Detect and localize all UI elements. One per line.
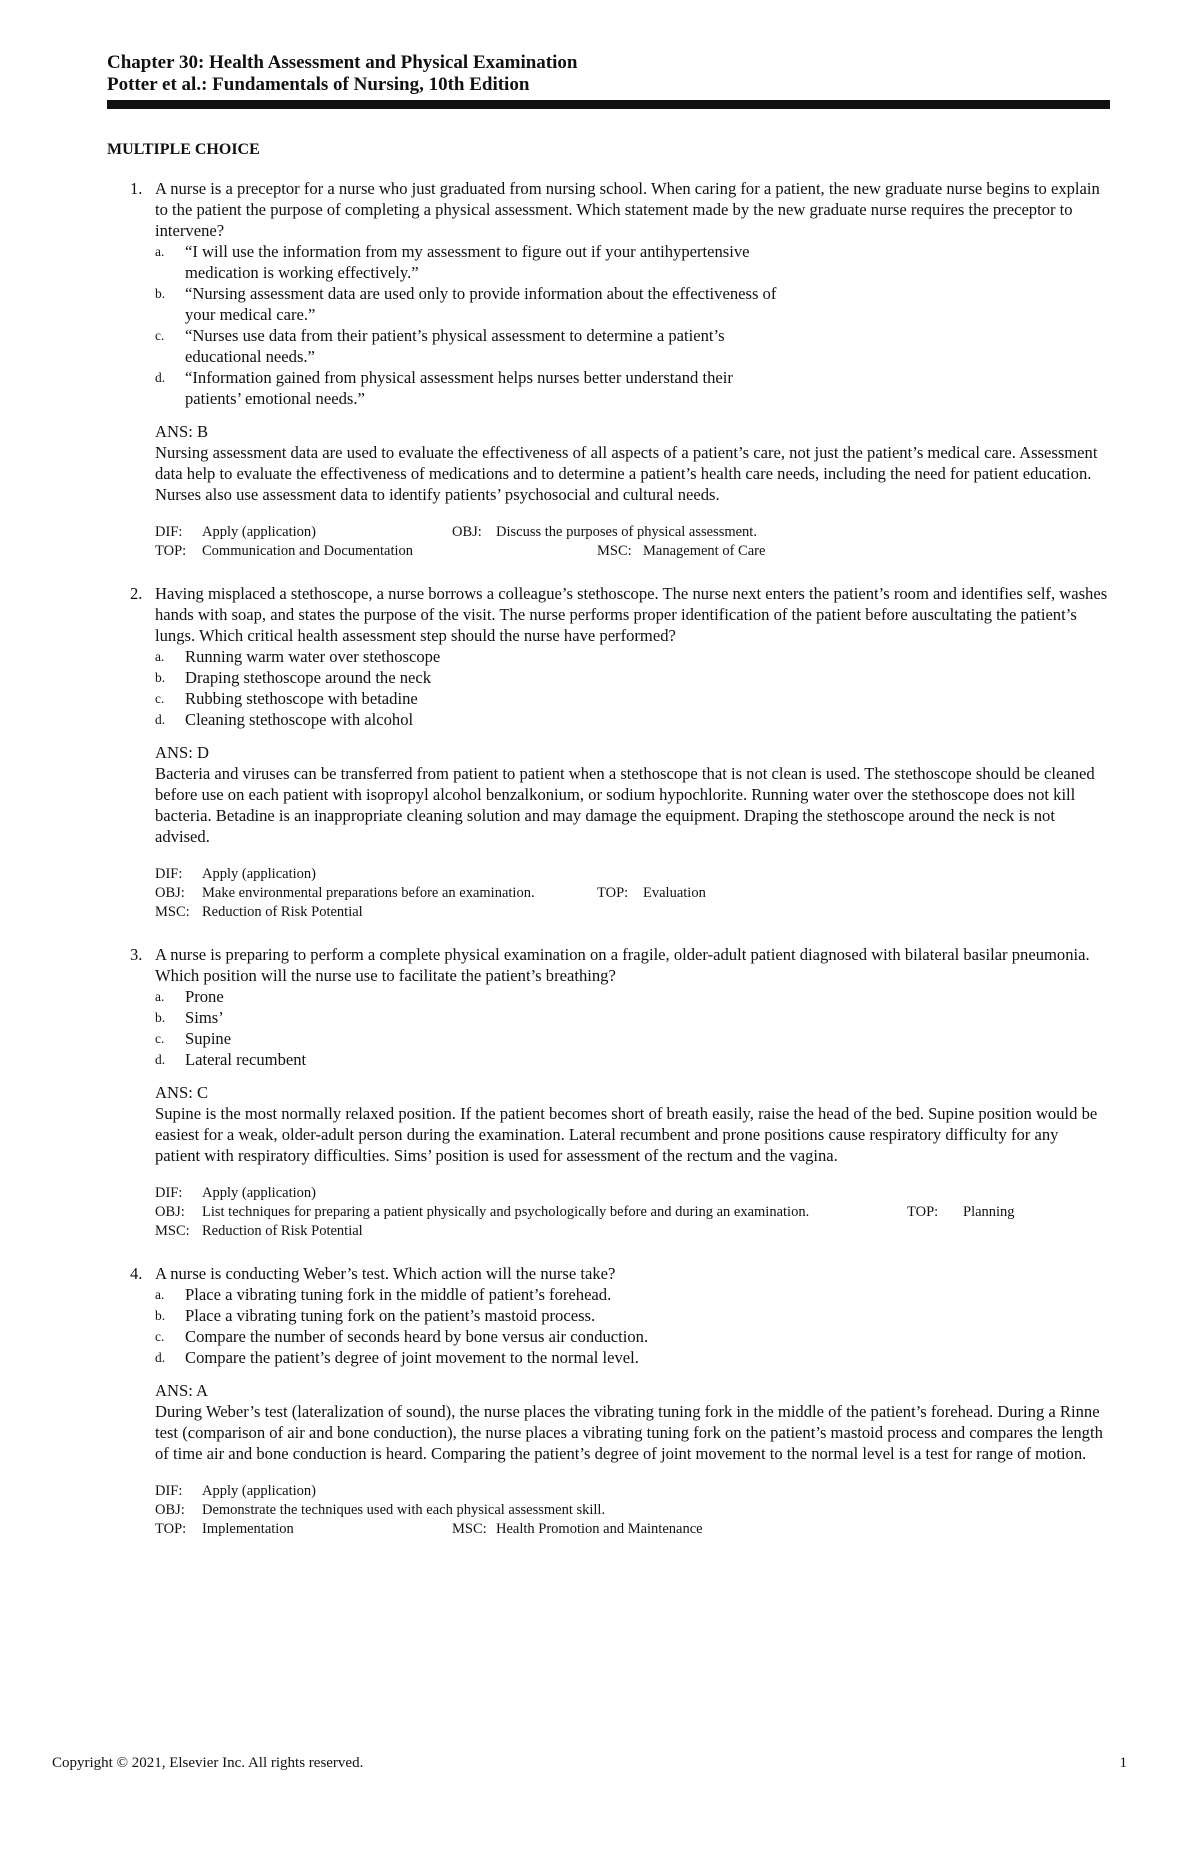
- rationale: Bacteria and viruses can be transferred from patient to patient when a stethoscope that is not clean is used. The stethoscope should be cleaned before use on each patient with isopropyl alcohol benzalkonium, or sodium hypochlorite. Running water over the stethoscope does not kill bacteria. Betadine is an inappropriate cleaning solution and may damage the equipment. Draping the stethoscope around the neck is not advised.: [155, 764, 1095, 846]
- top-label: TOP:: [597, 885, 629, 901]
- option-b: [155, 1007, 1110, 1028]
- option-text: Place a vibrating tuning fork in the middle of patient’s forehead.: [185, 1285, 612, 1304]
- option-letter: b.: [155, 670, 166, 685]
- obj-value: List techniques for preparing a patient physically and psychologically before and during an examination.: [202, 1204, 810, 1220]
- option-a: [155, 986, 1110, 1007]
- option-d: [155, 1347, 1110, 1368]
- option-letter: a.: [155, 244, 165, 259]
- top-value: Communication and Documentation: [202, 543, 414, 559]
- chapter-title: Chapter 30: Health Assessment and Physical Examination: [107, 52, 578, 73]
- top-label: TOP:: [155, 543, 187, 559]
- option-c: [155, 688, 1110, 709]
- option-text: “Nursing assessment data are used only to provide information about the effectiveness of your medical care.”: [185, 284, 777, 324]
- option-letter: d.: [155, 1350, 166, 1365]
- msc-label: MSC:: [155, 1223, 190, 1239]
- option-text: Sims’: [185, 1008, 224, 1027]
- answer-key: ANS: A: [155, 1381, 209, 1400]
- top-label: TOP:: [155, 1521, 187, 1537]
- question-meta: [155, 1482, 1110, 1539]
- question-1: [110, 178, 1110, 561]
- top-value: Evaluation: [643, 885, 706, 901]
- msc-value: Reduction of Risk Potential: [202, 1223, 363, 1239]
- answer-key: ANS: C: [155, 1083, 209, 1102]
- question-meta: [155, 865, 1110, 922]
- questions-list: [110, 178, 1110, 1561]
- obj-value: Make environmental preparations before an examination.: [202, 885, 535, 901]
- section-title: MULTIPLE CHOICE: [107, 141, 260, 158]
- option-text: Prone: [185, 987, 224, 1006]
- question-meta: [155, 1184, 1110, 1241]
- option-letter: a.: [155, 649, 165, 664]
- answer-key: ANS: D: [155, 743, 209, 762]
- option-text: Cleaning stethoscope with alcohol: [185, 710, 414, 729]
- option-text: Draping stethoscope around the neck: [185, 668, 432, 687]
- option-a: [155, 1284, 1110, 1305]
- copyright: Copyright © 2021, Elsevier Inc. All rights reserved.: [52, 1755, 364, 1771]
- question-number: 2.: [130, 584, 143, 603]
- option-d: [155, 1049, 1110, 1070]
- option-a: [155, 241, 1110, 283]
- option-b: [155, 667, 1110, 688]
- option-letter: d.: [155, 712, 166, 727]
- option-letter: a.: [155, 989, 165, 1004]
- option-text: Place a vibrating tuning fork on the patient’s mastoid process.: [185, 1306, 596, 1325]
- dif-value: Apply (application): [202, 1483, 316, 1499]
- option-letter: b.: [155, 1010, 166, 1025]
- obj-value: Demonstrate the techniques used with each physical assessment skill.: [202, 1502, 606, 1518]
- question-3: [110, 944, 1110, 1241]
- dif-label: DIF:: [155, 524, 183, 540]
- dif-value: Apply (application): [202, 1185, 316, 1201]
- option-c: [155, 1326, 1110, 1347]
- book-title: Potter et al.: Fundamentals of Nursing, 10th Edition: [107, 74, 530, 95]
- msc-label: MSC:: [597, 543, 632, 559]
- msc-label: MSC:: [452, 1521, 487, 1537]
- obj-value: Discuss the purposes of physical assessment.: [496, 524, 757, 540]
- dif-value: Apply (application): [202, 524, 316, 540]
- header-rule: [107, 100, 1110, 109]
- option-text: “Nurses use data from their patient’s physical assessment to determine a patient’s educational needs.”: [185, 326, 725, 366]
- option-letter: c.: [155, 1031, 165, 1046]
- option-text: Lateral recumbent: [185, 1050, 307, 1069]
- question-2: [110, 583, 1110, 922]
- page-footer: [52, 1755, 1127, 1772]
- question-number: 1.: [130, 179, 143, 198]
- option-letter: d.: [155, 1052, 166, 1067]
- option-text: Supine: [185, 1029, 232, 1048]
- option-text: Compare the number of seconds heard by bone versus air conduction.: [185, 1327, 649, 1346]
- obj-label: OBJ:: [155, 1502, 185, 1518]
- msc-value: Reduction of Risk Potential: [202, 904, 363, 920]
- dif-label: DIF:: [155, 1483, 183, 1499]
- option-c: [155, 325, 1110, 367]
- dif-label: DIF:: [155, 866, 183, 882]
- document-header: [107, 52, 1107, 96]
- option-text: Compare the patient’s degree of joint movement to the normal level.: [185, 1348, 639, 1367]
- rationale: Nursing assessment data are used to evaluate the effectiveness of all aspects of a patient’s care, not just the patient’s medical care. Assessment data help to evaluate the effectiveness of medications and to determine a patient’s health care needs, including the need for patient education. Nurses also use assessment data to identify patients’ psychosocial and cultural needs.: [155, 443, 1098, 504]
- option-letter: b.: [155, 286, 166, 301]
- option-letter: c.: [155, 1329, 165, 1344]
- top-value: Planning: [963, 1204, 1015, 1220]
- option-b: [155, 283, 1110, 325]
- obj-label: OBJ:: [452, 524, 482, 540]
- option-text: “I will use the information from my assessment to figure out if your antihypertensive medication is working effectively.”: [185, 242, 750, 282]
- dif-label: DIF:: [155, 1185, 183, 1201]
- top-value: Implementation: [202, 1521, 294, 1537]
- option-letter: c.: [155, 328, 165, 343]
- option-text: “Information gained from physical assessment helps nurses better understand their patients’ emotional needs.”: [185, 368, 733, 408]
- question-stem: Having misplaced a stethoscope, a nurse borrows a colleague’s stethoscope. The nurse next enters the patient’s room and identifies self, washes hands with soap, and states the purpose of the visit. The nurse performs proper identification of the patient before auscultating the patient’s lungs. Which critical health assessment step should the nurse have performed?: [155, 584, 1108, 645]
- option-letter: b.: [155, 1308, 166, 1323]
- question-number: 4.: [130, 1264, 143, 1283]
- rationale: During Weber’s test (lateralization of sound), the nurse places the vibrating tuning fork in the middle of the patient’s forehead. During a Rinne test (comparison of air and bone conduction), the nurse places a vibrating tuning fork on the patient’s mastoid process and compares the length of time air and bone conduction is heard. Comparing the patient’s degree of joint movement to the normal level is a test for range of motion.: [155, 1402, 1103, 1463]
- option-a: [155, 646, 1110, 667]
- question-stem: A nurse is conducting Weber’s test. Which action will the nurse take?: [155, 1264, 616, 1283]
- answer-key: ANS: B: [155, 422, 209, 441]
- option-letter: d.: [155, 370, 166, 385]
- option-b: [155, 1305, 1110, 1326]
- question-meta: [155, 523, 1110, 561]
- obj-label: OBJ:: [155, 885, 185, 901]
- msc-value: Management of Care: [643, 543, 766, 559]
- option-text: Rubbing stethoscope with betadine: [185, 689, 418, 708]
- question-stem: A nurse is preparing to perform a complete physical examination on a fragile, older-adult patient diagnosed with bilateral basilar pneumonia. Which position will the nurse use to facilitate the patient’s breathing?: [155, 945, 1090, 985]
- option-d: [155, 367, 1110, 409]
- option-letter: a.: [155, 1287, 165, 1302]
- msc-label: MSC:: [155, 904, 190, 920]
- question-4: [110, 1263, 1110, 1539]
- question-stem: A nurse is a preceptor for a nurse who just graduated from nursing school. When caring for a patient, the new graduate nurse begins to explain to the patient the purpose of completing a physical assessment. Which statement made by the new graduate nurse requires the preceptor to intervene?: [155, 179, 1100, 240]
- option-letter: c.: [155, 691, 165, 706]
- option-c: [155, 1028, 1110, 1049]
- page-number: 1: [1119, 1755, 1127, 1771]
- top-label: TOP:: [907, 1204, 939, 1220]
- option-d: [155, 709, 1110, 730]
- obj-label: OBJ:: [155, 1204, 185, 1220]
- option-text: Running warm water over stethoscope: [185, 647, 441, 666]
- msc-value: Health Promotion and Maintenance: [496, 1521, 703, 1537]
- dif-value: Apply (application): [202, 866, 316, 882]
- question-number: 3.: [130, 945, 143, 964]
- rationale: Supine is the most normally relaxed position. If the patient becomes short of breath easily, raise the head of the bed. Supine position would be easiest for a weak, older-adult person during the examination. Lateral recumbent and prone positions cause respiratory difficulty for any patient with respiratory difficulties. Sims’ position is used for assessment of the rectum and the vagina.: [155, 1104, 1098, 1165]
